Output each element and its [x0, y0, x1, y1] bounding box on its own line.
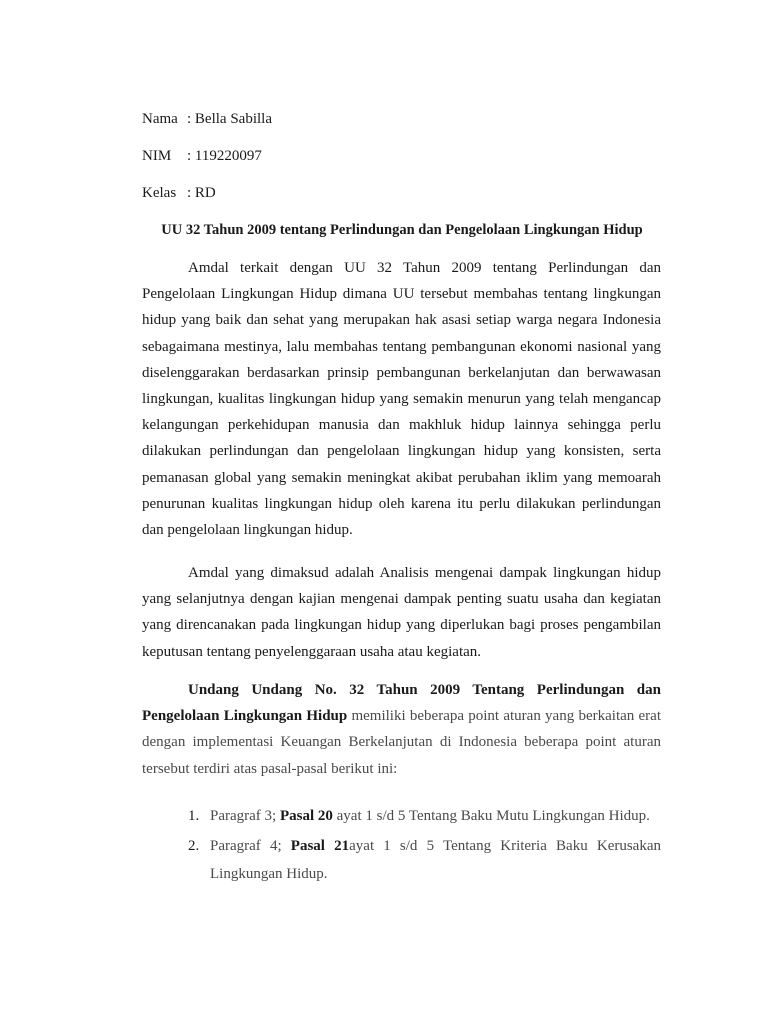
class-value: : RD [187, 185, 216, 201]
name-value: : Bella Sabilla [187, 111, 272, 127]
list-number: 1. [188, 808, 200, 824]
list-paragraph-ref: Paragraf 4; [210, 838, 291, 854]
list-item-text: ayat 1 s/d 5 Tentang Kriteria Baku Kerusakan Lingkungan Hidup. [210, 838, 661, 882]
class-label: Kelas [142, 185, 177, 201]
law-title-bold: Undang Undang No. 32 Tahun 2009 Tentang Perlindungan dan Pengelolaan Lingkungan Hidup [142, 682, 661, 725]
paragraph-law-points [142, 677, 661, 782]
document-title: UU 32 Tahun 2009 tentang Perlindungan dan Pengelolaan Lingkungan Hidup [161, 222, 643, 238]
list-article-bold: Pasal 20 [279, 808, 333, 824]
article-list [142, 802, 661, 890]
list-paragraph-ref: Paragraf 3; [210, 808, 280, 824]
nim-label: NIM [142, 148, 172, 164]
list-item [142, 802, 661, 830]
list-item-text: ayat 1 s/d 5 Tentang Baku Mutu Lingkungan Hidup. [332, 808, 650, 824]
list-item [142, 832, 661, 888]
list-number: 2. [188, 838, 200, 854]
paragraph-amdal-intro: Amdal terkait dengan UU 32 Tahun 2009 tentang Perlindungan dan Pengelolaan Lingkungan Hidup dimana UU tersebut membahas tentang lingkungan hidup yang baik dan sehat yang merupakan hak asasi setiap warga negara Indonesia sebagaimana mestinya, lalu membahas tentang pembangunan ekonomi nasional yang diselenggarakan berdasarkan prinsip pembangunan berkelanjutan dan berwawasan lingkungan, kualitas lingkungan hidup yang semakin menurun yang telah mengancap kelangungan perkehidupan manusia dan makhluk hidup lainnya sehingga perlu dilakukan perlindungan dan pengelolaan lingkungan hidup yang konsisten, serta pemanasan global yang semakin meningkat akibat perubahan iklim yang memoarah penurunan kualitas lingkungan hidup oleh karena itu perlu dilakukan perlindungan dan pengelolaan lingkungan hidup. [142, 260, 661, 539]
name-line [142, 111, 272, 128]
law-points-text: memiliki beberapa point aturan yang berkaitan erat dengan implementasi Keuangan Berkelanjutan di Indonesia beberapa point aturan tersebut terdiri atas pasal-pasal berikut ini: [142, 708, 661, 777]
nim-line [142, 148, 262, 165]
list-article-bold: Pasal 21 [290, 838, 350, 854]
name-label: Nama [142, 111, 178, 127]
class-line [142, 185, 216, 202]
paragraph-amdal-definition: Amdal yang dimaksud adalah Analisis mengenai dampak lingkungan hidup yang selanjutnya dengan kajian mengenai dampak penting suatu usaha dan kegiatan yang direncanakan pada lingkungan hidup yang diperlukan bagi proses pengambilan keputusan tentang penyelenggaraan usaha atau kegiatan. [142, 565, 661, 660]
nim-value: : 119220097 [187, 148, 262, 164]
